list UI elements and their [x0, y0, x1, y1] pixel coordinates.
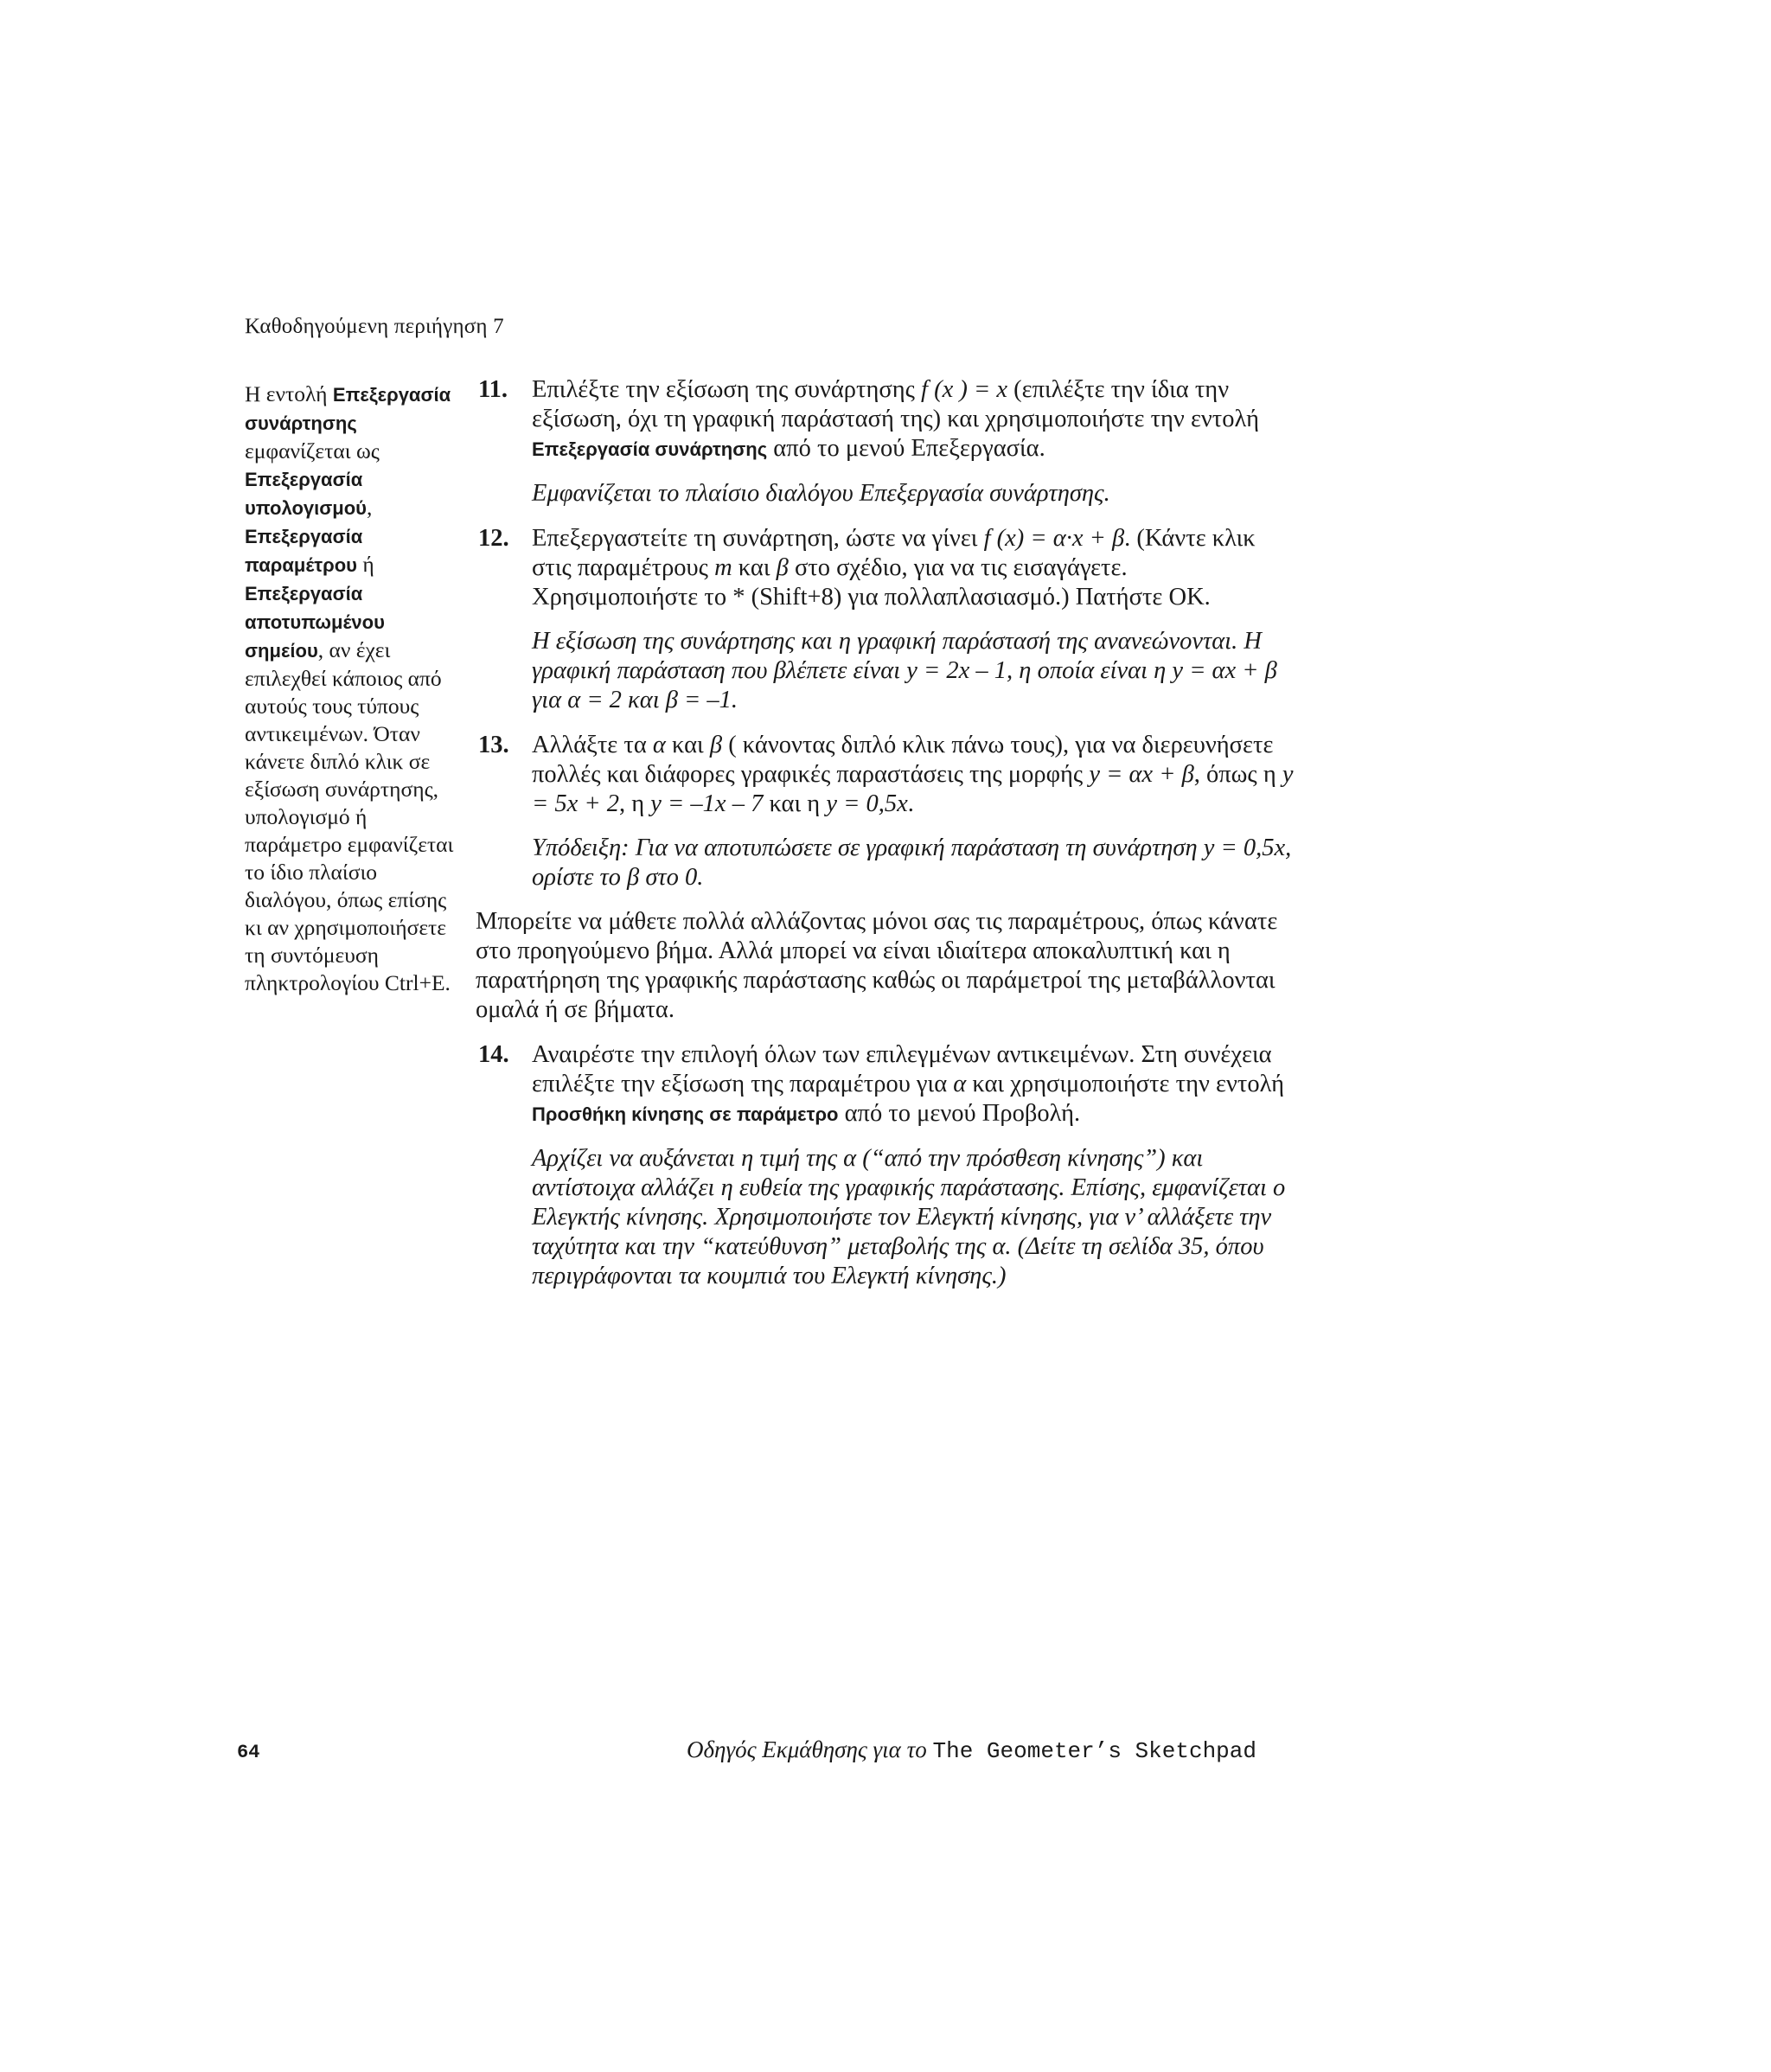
main-content: [476, 375, 1297, 1291]
step-13-hint: Υπόδειξη: Για να αποτυπώσετε σε γραφική παράσταση τη συνάρτηση y = 0,5x, ορίστε το β στο 0.: [532, 835, 1292, 891]
formula: y = 5x + 2: [532, 761, 1294, 817]
menu-command: Προσθήκη κίνησης σε παράμετρο: [532, 1103, 839, 1125]
step-number: 14.: [478, 1041, 509, 1068]
running-head: Καθοδηγούμενη περιήγηση 7: [245, 315, 504, 338]
formula: f (x ) = x: [921, 376, 1007, 403]
step-text: και η: [763, 790, 827, 817]
margin-note: [245, 381, 461, 997]
step-text: και: [732, 554, 777, 581]
step-text: Επιλέξτε την εξίσωση της συνάρτησης: [532, 376, 922, 403]
step-text: Επεξεργαστείτε τη συνάρτηση, ώστε να γίνει: [532, 525, 984, 552]
step-text: Αλλάξτε τα: [532, 732, 653, 758]
step-14: [476, 1040, 1297, 1129]
parameter-name: β: [709, 732, 723, 758]
step-14-result: Αρχίζει να αυξάνεται η τιμή της α (“από την πρόσθεση κίνησης”) και αντίστοιχα αλλάζει η ευθεία της γραφικής παράστασης. Επίσης, εμφανίζεται ο Ελεγκτής κίνησης. Χρησιμοποιήστε τον Ελεγκτή κίνησης, για ν’ αλλάξετε την ταχύτητα και την “κατεύθυνση” μεταβολής της α. (Δείτε τη σελίδα 35, όπου περιγράφονται τα κουμπιά του Ελεγκτή κίνησης.): [532, 1145, 1286, 1289]
page-number: 64: [237, 1742, 260, 1763]
formula: y = –1x – 7: [650, 790, 764, 817]
note-text: ,: [366, 495, 373, 520]
step-11: [476, 375, 1297, 464]
step-number: 11.: [478, 376, 508, 403]
parameter-name: α: [652, 732, 666, 758]
step-text: .: [907, 790, 914, 817]
note-text: , αν έχει επιλεχθεί κάποιος από αυτούς τους τύπους αντικειμένων. Όταν κάνετε διπλό κλικ σε εξίσωση συνάρτησης, υπολογισμό ή παράμετρο εμφανίζεται το ίδιο πλαίσιο διαλόγου, όπως επίσης κι αν χρησιμοποιήσετε τη συντόμευση πληκτρολογίου Ctrl+E.: [245, 637, 454, 995]
step-text: Αναιρέστε την επιλογή όλων των επιλεγμένων αντικειμένων. Στη συνέχεια επιλέξτε την εξίσωση της παραμέτρου για: [532, 1041, 1272, 1097]
step-12: [476, 524, 1297, 612]
step-text: , η: [619, 790, 651, 817]
product-name: The Geometer’s Sketchpad: [932, 1738, 1256, 1764]
step-13: [476, 731, 1297, 819]
step-text: από το μενού Επεξεργασία.: [767, 435, 1045, 462]
step-text: και χρησιμοποιήστε την εντολή: [966, 1071, 1285, 1097]
parameter-name: β: [776, 554, 789, 581]
formula: y = 0,5x: [826, 790, 908, 817]
footer-title: [687, 1736, 1256, 1764]
note-text: ή: [356, 552, 374, 577]
body-paragraph: Μπορείτε να μάθετε πολλά αλλάζοντας μόνοι σας τις παραμέτρους, όπως κάνατε στο προηγούμενο βήμα. Αλλά μπορεί να είναι ιδιαίτερα αποκαλυπτική και η παρατήρηση της γραφικής παράστασης καθώς οι παράμετροί της μεταβάλλονται ομαλά ή σε βήματα.: [476, 908, 1278, 1023]
note-text: εμφανίζεται ως: [245, 438, 380, 464]
step-text: (επιλέξτε την ίδια την εξίσωση, όχι τη γραφική παράστασή της) και χρησιμοποιήστε την εντολή: [532, 376, 1259, 432]
step-number: 13.: [478, 732, 509, 758]
step-11-result: Εμφανίζεται το πλαίσιο διαλόγου Επεξεργασία συνάρτησης.: [532, 480, 1110, 507]
step-number: 12.: [478, 525, 509, 552]
step-text: από το μενού Προβολή.: [838, 1100, 1081, 1127]
step-text: ( κάνοντας διπλό κλικ πάνω τους), για να διερευνήσετε πολλές και διάφορες γραφικές παραστάσεις της μορφής: [532, 732, 1274, 788]
step-text: . (Κάντε κλικ στις παραμέτρους: [532, 525, 1256, 581]
step-text: στο σχέδιο, για να τις εισαγάγετε. Χρησιμοποιήστε το * (Shift+8) για πολλαπλασιασμό.) Πατήστε ΟΚ.: [532, 554, 1211, 611]
note-command: Επεξεργασία συνάρτησης: [245, 384, 451, 434]
footer-title-text: Οδηγός Εκμάθησης για το: [687, 1736, 933, 1762]
formula: y = αx + β: [1089, 761, 1194, 788]
note-command: Επεξεργασία αποτυπωμένου σημείου: [245, 583, 385, 662]
note-text: Η εντολή: [245, 381, 333, 406]
note-command: Επεξεργασία παραμέτρου: [245, 526, 363, 576]
formula: f (x) = α·x + β: [983, 525, 1125, 552]
note-command: Επεξεργασία υπολογισμού: [245, 469, 367, 519]
step-12-result: Η εξίσωση της συνάρτησης και η γραφική παράστασή της ανανεώνονται. Η γραφική παράσταση που βλέπετε είναι y = 2x – 1, η οποία είναι η y = αx + β για α = 2 και β = –1.: [532, 628, 1277, 713]
step-text: , όπως η: [1193, 761, 1282, 788]
parameter-name: m: [714, 554, 732, 581]
parameter-name: α: [953, 1071, 967, 1097]
menu-command: Επεξεργασία συνάρτησης: [532, 438, 768, 460]
step-text: και: [665, 732, 710, 758]
